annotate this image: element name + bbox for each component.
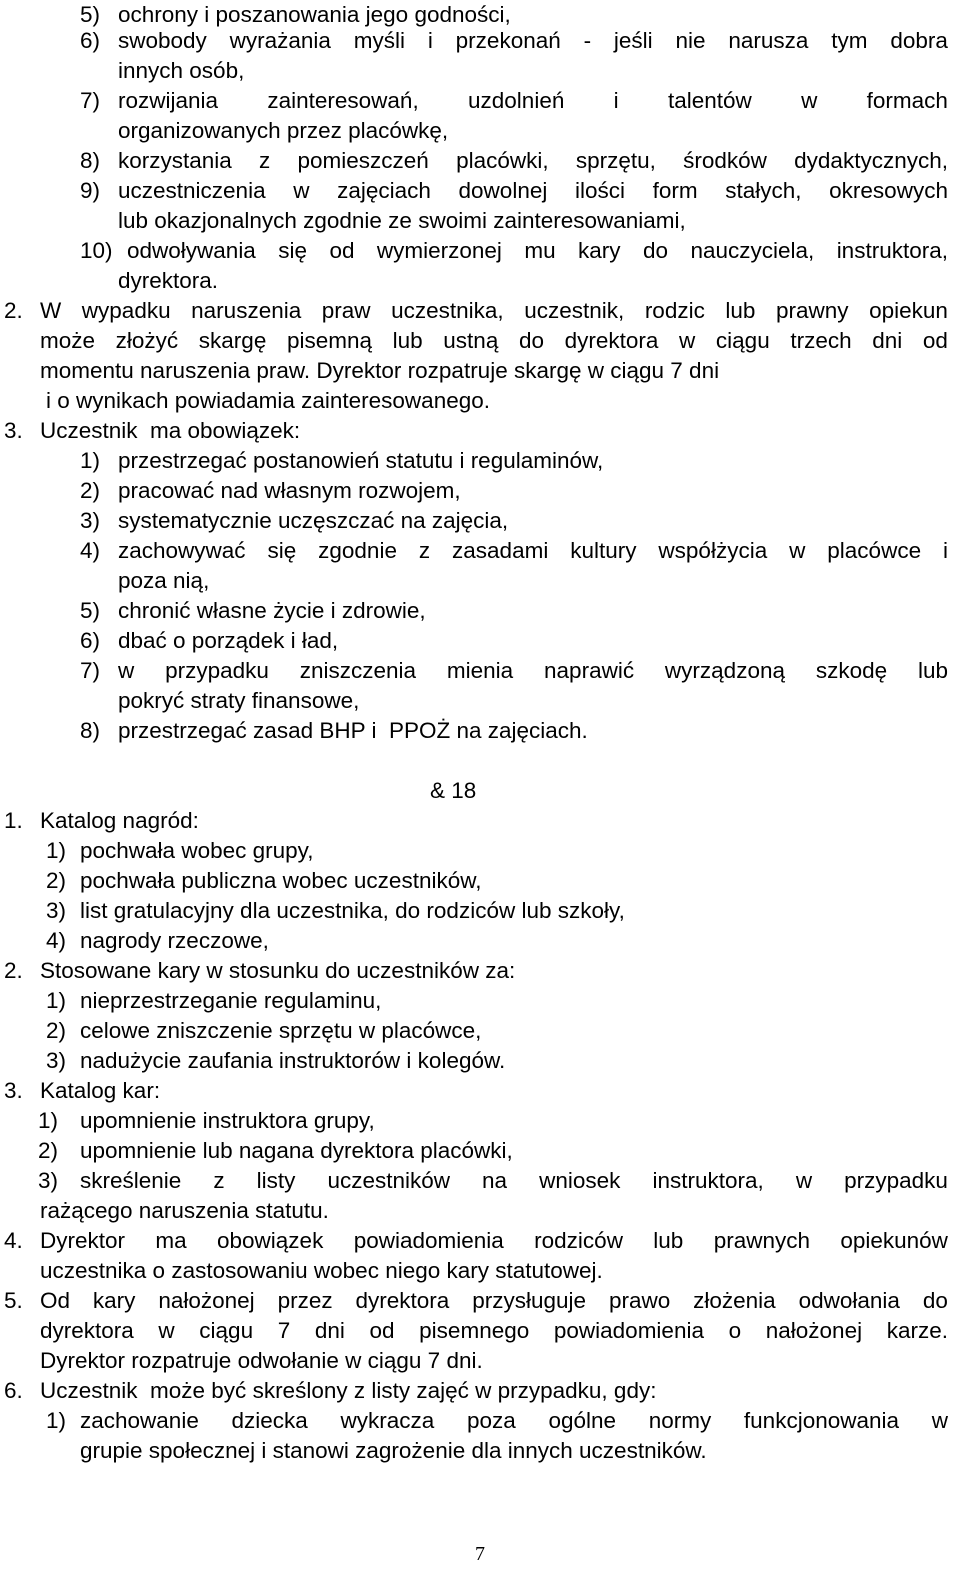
- text-line: [0, 596, 960, 626]
- line-text: Stosowane kary w stosunku do uczestników za:: [40, 958, 516, 983]
- text-line: [0, 296, 960, 326]
- text-line: [0, 416, 960, 446]
- list-number: 3.: [4, 1078, 23, 1103]
- line-text: dbać o porządek i ład,: [118, 628, 339, 653]
- line-text: rozwijania zainteresowań, uzdolnień i talentów w formach: [118, 88, 948, 113]
- list-number: 8): [80, 718, 101, 743]
- text-line: [0, 1316, 960, 1346]
- list-number: 3.: [4, 418, 23, 443]
- list-number: 4): [46, 928, 67, 953]
- line-text: może złożyć skargę pisemną lub ustną do dyrektora w ciągu trzech dni od: [40, 328, 948, 353]
- line-text: upomnienie lub nagana dyrektora placówki,: [80, 1138, 513, 1163]
- text-line: [0, 1256, 960, 1286]
- text-line: [0, 446, 960, 476]
- text-line: [0, 1406, 960, 1436]
- text-line: [0, 1346, 960, 1376]
- list-number: 3): [46, 898, 67, 923]
- line-text: lub okazjonalnych zgodnie ze swoimi zainteresowaniami,: [118, 208, 686, 233]
- text-line: [0, 866, 960, 896]
- list-number: 6): [80, 28, 101, 53]
- list-number: 2): [80, 478, 101, 503]
- line-text: pracować nad własnym rozwojem,: [118, 478, 461, 503]
- text-line: [0, 566, 960, 596]
- line-text: i o wynikach powiadamia zainteresowanego.: [46, 388, 491, 413]
- line-text: & 18: [430, 778, 477, 803]
- text-line: [0, 1136, 960, 1166]
- line-text: dyrektora.: [118, 268, 219, 293]
- list-number: 5.: [4, 1288, 23, 1313]
- text-line: [0, 986, 960, 1016]
- line-text: dyrektora w ciągu 7 dni od pisemnego powiadomienia o nałożonej karze.: [40, 1318, 948, 1343]
- text-line: [0, 506, 960, 536]
- text-line: [0, 386, 960, 416]
- line-text: odwoływania się od wymierzonej mu kary do nauczyciela, instruktora,: [127, 238, 948, 263]
- list-number: 2): [46, 868, 67, 893]
- list-number: 3): [38, 1168, 59, 1193]
- line-text: uczestnika o zastosowaniu wobec niego kary statutowej.: [40, 1258, 603, 1283]
- line-text: uczestniczenia w zajęciach dowolnej ilości form stałych, okresowych: [118, 178, 948, 203]
- list-number: 2): [46, 1018, 67, 1043]
- text-line: [0, 1076, 960, 1106]
- text-line: [0, 536, 960, 566]
- line-text: zachowanie dziecka wykracza poza ogólne normy funkcjonowania w: [80, 1408, 948, 1433]
- list-number: 6.: [4, 1378, 23, 1403]
- line-text: list gratulacyjny dla uczestnika, do rodziców lub szkoły,: [80, 898, 625, 923]
- list-number: 1): [46, 988, 67, 1013]
- list-number: 6): [80, 628, 101, 653]
- line-text: upomnienie instruktora grupy,: [80, 1108, 375, 1133]
- text-line: [0, 1106, 960, 1136]
- list-number: 8): [80, 148, 101, 173]
- line-text: Katalog kar:: [40, 1078, 161, 1103]
- text-line: [0, 656, 960, 686]
- text-line: [0, 116, 960, 146]
- line-text: Od kary nałożonej przez dyrektora przysługuje prawo złożenia odwołania do: [40, 1288, 948, 1313]
- list-number: 3): [46, 1048, 67, 1073]
- text-line: [0, 206, 960, 236]
- text-line: [0, 236, 960, 266]
- line-text: nadużycie zaufania instruktorów i kolegów.: [80, 1048, 506, 1073]
- line-text: pochwała wobec grupy,: [80, 838, 314, 863]
- text-line: [0, 1436, 960, 1466]
- list-number: 1): [80, 448, 101, 473]
- line-text: korzystania z pomieszczeń placówki, sprzętu, środków dydaktycznych,: [118, 148, 948, 173]
- list-number: 10): [80, 238, 113, 263]
- line-text: organizowanych przez placówkę,: [118, 118, 449, 143]
- line-text: Katalog nagród:: [40, 808, 199, 833]
- text-line: [0, 56, 960, 86]
- text-line: [0, 836, 960, 866]
- text-line: [0, 26, 960, 56]
- text-line: [0, 146, 960, 176]
- list-number: 2.: [4, 298, 23, 323]
- list-number: 3): [80, 508, 101, 533]
- page-number: 7: [475, 1543, 485, 1565]
- list-number: 5): [80, 2, 101, 27]
- line-text: w przypadku zniszczenia mienia naprawić wyrządzoną szkodę lub: [118, 658, 948, 683]
- list-number: 7): [80, 88, 101, 113]
- text-line: [0, 626, 960, 656]
- line-text: poza nią,: [118, 568, 210, 593]
- list-number: 7): [80, 658, 101, 683]
- list-number: 2.: [4, 958, 23, 983]
- text-line: [0, 776, 960, 806]
- text-line: [0, 1046, 960, 1076]
- list-number: 2): [38, 1138, 59, 1163]
- text-line: [0, 896, 960, 926]
- line-text: ochrony i poszanowania jego godności,: [118, 2, 511, 27]
- text-line: [0, 1016, 960, 1046]
- list-number: 9): [80, 178, 101, 203]
- line-text: skreślenie z listy uczestników na wniosek instruktora, w przypadku: [80, 1168, 948, 1193]
- text-line: [0, 1226, 960, 1256]
- line-text: Uczestnik może być skreślony z listy zajęć w przypadku, gdy:: [40, 1378, 657, 1403]
- text-line: [0, 86, 960, 116]
- line-text: Dyrektor ma obowiązek powiadomienia rodziców lub prawnych opiekunów: [40, 1228, 948, 1253]
- line-text: Uczestnik ma obowiązek:: [40, 418, 301, 443]
- text-line: [0, 176, 960, 206]
- text-line: [0, 356, 960, 386]
- text-line: [0, 716, 960, 746]
- text-line: [0, 926, 960, 956]
- line-text: rażącego naruszenia statutu.: [40, 1198, 329, 1223]
- line-text: przestrzegać zasad BHP i PPOŻ na zajęciach.: [118, 718, 588, 743]
- line-text: grupie społecznej i stanowi zagrożenie dla innych uczestników.: [80, 1438, 707, 1463]
- line-text: swobody wyrażania myśli i przekonań - jeśli nie narusza tym dobra: [118, 28, 948, 53]
- text-line: [0, 1286, 960, 1316]
- line-text: systematycznie uczęszczać na zajęcia,: [118, 508, 509, 533]
- line-text: pokryć straty finansowe,: [118, 688, 360, 713]
- text-line: [0, 476, 960, 506]
- line-text: pochwała publiczna wobec uczestników,: [80, 868, 482, 893]
- list-number: 5): [80, 598, 101, 623]
- line-text: momentu naruszenia praw. Dyrektor rozpatruje skargę w ciągu 7 dni: [40, 358, 720, 383]
- line-text: Dyrektor rozpatruje odwołanie w ciągu 7 dni.: [40, 1348, 483, 1373]
- line-text: przestrzegać postanowień statutu i regulaminów,: [118, 448, 604, 473]
- line-text: nagrody rzeczowe,: [80, 928, 269, 953]
- text-line: [0, 326, 960, 356]
- line-text: nieprzestrzeganie regulaminu,: [80, 988, 382, 1013]
- text-line: [0, 266, 960, 296]
- line-text: zachowywać się zgodnie z zasadami kultury współżycia w placówce i: [118, 538, 948, 563]
- line-text: chronić własne życie i zdrowie,: [118, 598, 426, 623]
- list-number: 4): [80, 538, 101, 563]
- line-text: celowe zniszczenie sprzętu w placówce,: [80, 1018, 482, 1043]
- text-line: [0, 1376, 960, 1406]
- line-text: W wypadku naruszenia praw uczestnika, uczestnik, rodzic lub prawny opiekun: [40, 298, 948, 323]
- list-number: 1): [46, 838, 67, 863]
- line-text: innych osób,: [118, 58, 245, 83]
- text-line: [0, 956, 960, 986]
- list-number: 1): [38, 1108, 59, 1133]
- text-line: [0, 806, 960, 836]
- text-line: [0, 686, 960, 716]
- list-number: 1.: [4, 808, 23, 833]
- list-number: 4.: [4, 1228, 23, 1253]
- list-number: 1): [46, 1408, 67, 1433]
- text-line: [0, 1166, 960, 1196]
- text-line: [0, 1196, 960, 1226]
